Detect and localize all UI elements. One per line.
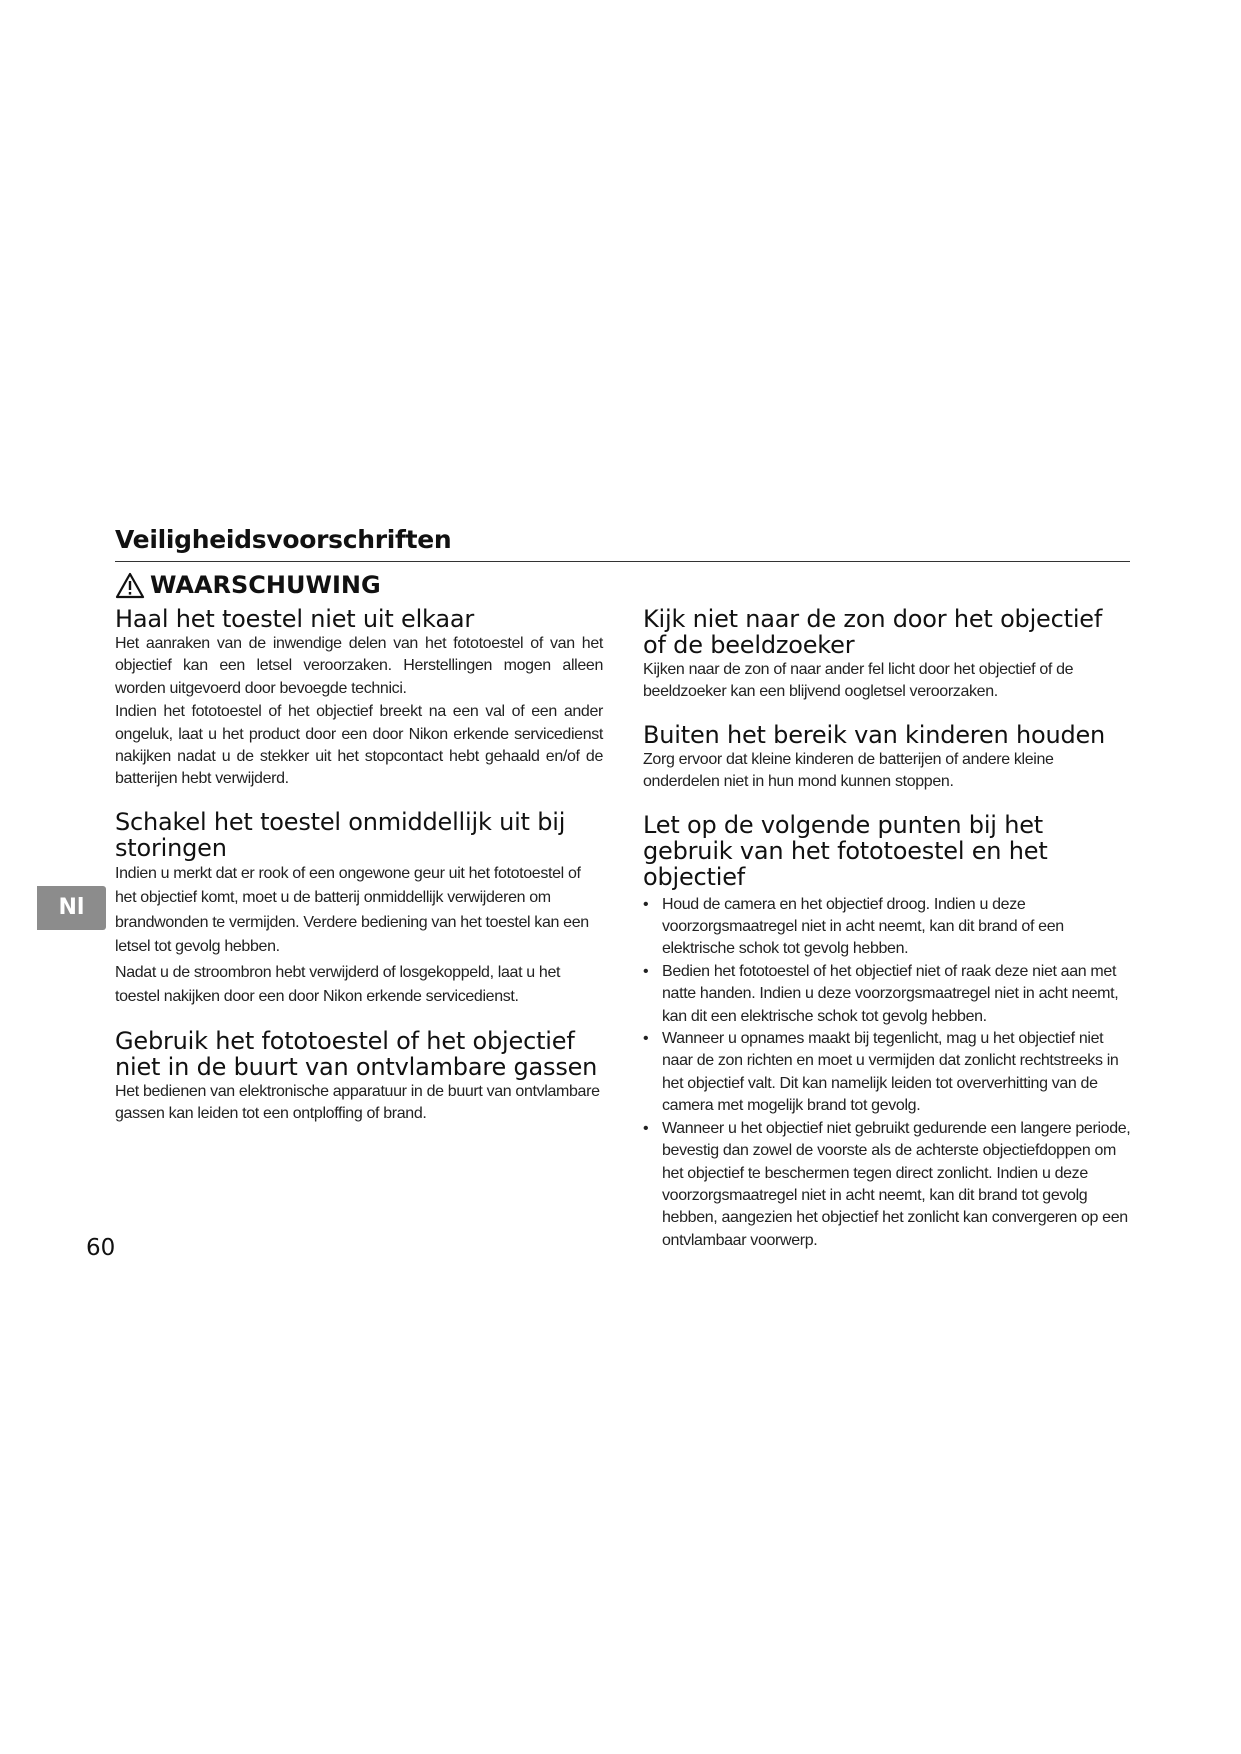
list-item-text: Houd de camera en het objectief droog. Indien u deze voorzorgsmaatregel niet in acht neemt, kan dit brand of een elektrische schok tot gevolg hebben. [662, 895, 1064, 958]
page-title: Veiligheidsvoorschriften [115, 525, 452, 554]
section-heading: Let op de volgende punten bij het gebruik van het fototoestel en het objectief [643, 810, 1048, 891]
section-paragraph: Het bedienen van elektronische apparatuur in de buurt van ontvlambare gassen kan leiden tot een ontploffing of brand. [115, 1082, 600, 1123]
list-item [643, 894, 1131, 961]
section-heading: Haal het toestel niet uit elkaar [115, 605, 475, 633]
warning-triangle-icon [115, 572, 145, 599]
right-column [643, 606, 1131, 1270]
section-paragraph: Kijken naar de zon of naar ander fel licht door het objectief of de beeldzoeker kan een blijvend oogletsel veroorzaken. [643, 661, 1074, 701]
left-column [115, 606, 603, 1144]
bullet-icon: • [643, 895, 649, 913]
section-malfunction [115, 809, 603, 1010]
section-disassembly [115, 606, 603, 791]
section-children [643, 722, 1131, 794]
bullet-icon: • [643, 1119, 649, 1137]
section-paragraph: Indien u merkt dat er rook of een ongewone geur uit het fototoestel of het objectief komt, moet u de batterij onmiddellijk verwijderen om brandwonden te vermijden. Verdere bediening van het toestel kan een letsel tot gevolg hebben. [115, 864, 589, 956]
bullet-icon: • [643, 962, 649, 980]
list-item-text: Wanneer u het objectief niet gebruikt gedurende een langere periode, bevestig dan zowel de voorste als de achterste objectiefdoppen om het objectief te beschermen tegen direct zonlicht. Indien u deze voorzorgsmaatregel niet in acht neemt, kan dit brand tot gevolg hebben, aangezien het objectief het zonlicht kan convergeren op een ontvlambaar voorwerp. [662, 1119, 1131, 1249]
section-heading: Schakel het toestel onmiddellijk uit bij storingen [115, 807, 566, 862]
warning-heading [115, 571, 381, 599]
section-heading: Buiten het bereik van kinderen houden [643, 720, 1106, 749]
section-sun-viewfinder [643, 606, 1131, 704]
section-paragraph: Zorg ervoor dat kleine kinderen de batterijen of andere kleine onderdelen niet in hun mond kunnen stoppen. [643, 750, 1054, 791]
list-item [643, 1028, 1131, 1118]
list-item [643, 961, 1131, 1028]
bullet-icon: • [643, 1030, 649, 1048]
section-paragraph: Het aanraken van de inwendige delen van het fototoestel of van het objectief kan een letsel veroorzaken. Herstellingen mogen alleen worden uitgevoerd door bevoegde technici. [115, 635, 603, 697]
language-tab: Nl [37, 886, 106, 930]
list-item-text: Wanneer u opnames maakt bij tegenlicht, mag u het objectief niet naar de zon richten en moet u vermijden dat zonlicht rechtstreeks in het objectief valt. Dit kan namelijk leiden tot oververhitting van de camera met mogelijk brand tot gevolg. [662, 1030, 1119, 1115]
precautions-list [643, 894, 1131, 1253]
section-usage-precautions [643, 812, 1131, 1253]
list-item [643, 1118, 1131, 1252]
title-divider [115, 561, 1130, 562]
section-heading: Gebruik het fototoestel of het objectief niet in de buurt van ontvlambare gassen [115, 1026, 598, 1081]
section-heading: Kijk niet naar de zon door het objectief of de beeldzoeker [643, 605, 1103, 659]
list-item-text: Bedien het fototoestel of het objectief niet of raak deze niet aan met natte handen. Indien u deze voorzorgsmaatregel niet in acht neemt, kan dit een elektrische schok tot gevolg hebben. [662, 962, 1119, 1025]
section-paragraph: Nadat u de stroombron hebt verwijderd of losgekoppeld, laat u het toestel nakijken door een door Nikon erkende servicedienst. [115, 963, 561, 1006]
page-number: 60 [86, 1235, 116, 1261]
warning-label: WAARSCHUWING [150, 571, 381, 599]
section-flammable-gases [115, 1028, 603, 1126]
section-paragraph: Indien het fototoestel of het objectief breekt na een val of een ander ongeluk, laat u het product door een door Nikon erkende servicedienst nakijken nadat u de stekker uit het stopcontact hebt gehaald en/of de batterijen hebt verwijderd. [115, 703, 603, 788]
